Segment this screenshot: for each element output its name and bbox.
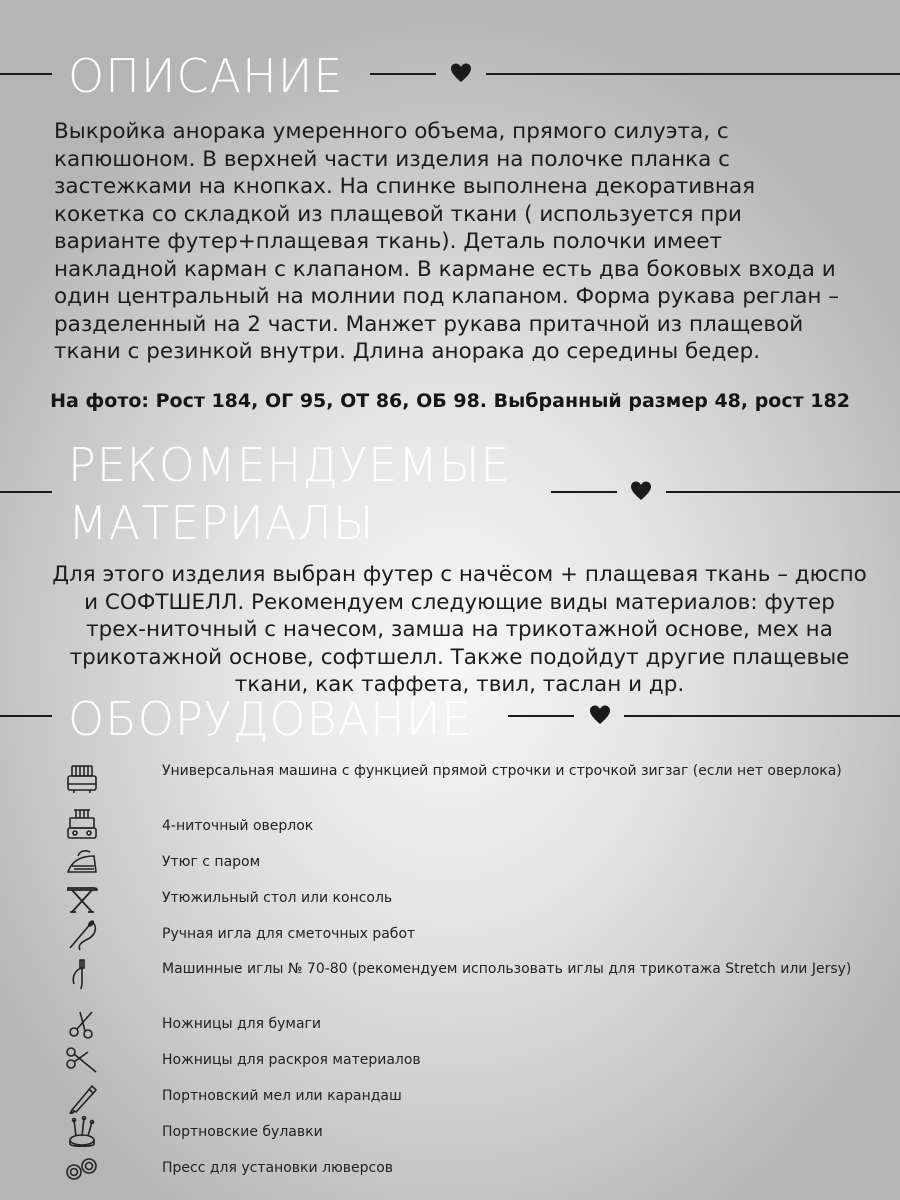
eyelet-press-icon (62, 1152, 102, 1186)
equipment-label: Портновские булавки (162, 1124, 323, 1140)
equipment-label: Портновский мел или карандаш (162, 1088, 402, 1104)
heart-icon (589, 704, 611, 726)
machine-needle-icon (62, 958, 102, 992)
heading-rule-left (0, 491, 52, 493)
heading-rule-left (0, 715, 52, 717)
heading-rule-middle (551, 491, 617, 493)
equipment-label: Утюжильный стол или консоль (162, 890, 393, 906)
description-text: Выкройка анорака умеренного объема, прямого силуэта, с капюшоном. В верхней части изделия на полочке планка с застежками на кнопках. На спинке выполнена декоративная кокетка со складкой из плащевой ткани ( используется при варианте футер+плащевая ткань). Деталь полочки имеет накладной карман с клапаном. В кармане есть два боковых входа и один центральный на молнии под клапаном. Форма рукава реглан – разделенный на 2 части. Манжет рукава притачной из плащевой ткани с резинкой внутри. Длина анорака до середины бедер. (54, 119, 840, 364)
section-title-equipment: ОБОРУДОВАНИЕ (68, 692, 472, 746)
overlock-icon (62, 808, 102, 842)
heading-rule-right (486, 73, 900, 75)
equipment-label: Утюг с паром (162, 854, 261, 870)
heart-icon (450, 62, 472, 84)
heading-rule-middle (508, 715, 574, 717)
fabric-scissors-icon (62, 1044, 102, 1078)
steam-iron-icon (62, 846, 102, 880)
photo-note: На фото: Рост 184, ОГ 95, ОТ 86, ОБ 98. Выбранный размер 48, рост 182 (50, 390, 850, 412)
equipment-label: 4-ниточный оверлок (162, 818, 314, 834)
heading-rule-middle (370, 73, 436, 75)
materials-text: Для этого изделия выбран футер с начёсом + плащевая ткань – дюспо и СОФТШЕЛЛ. Рекомендуем следующие виды материалов: футер трех-ниточный с начесом, замша на трикотажной основе, мех на трикотажной основе, софтшелл. Также подойдут другие плащевые ткани, как таффета, твил, таслан и др. (52, 562, 867, 697)
heading-rule-right (666, 491, 900, 493)
equipment-label: Пресс для установки люверсов (162, 1160, 394, 1176)
equipment-label: Ножницы для раскроя материалов (162, 1052, 421, 1068)
section-title-materials-line2: МАТЕРИАЛЫ (68, 496, 375, 550)
heading-rule-left (0, 73, 52, 75)
equipment-label: Универсальная машина с функцией прямой строчки и строчкой зигзаг (если нет оверлока) (162, 763, 842, 779)
section-title-materials-line1: РЕКОМЕНДУЕМЫЕ (68, 438, 511, 492)
ironing-board-icon (62, 882, 102, 916)
heart-icon (630, 480, 652, 502)
equipment-label: Ножницы для бумаги (162, 1016, 322, 1032)
section-title-description: ОПИСАНИЕ (68, 49, 344, 103)
equipment-label: Машинные иглы № 70-80 (рекомендуем использовать иглы для трикотажа Stretch или Jersy) (162, 961, 852, 977)
chalk-pencil-icon (62, 1080, 102, 1114)
hand-needle-icon (62, 918, 102, 952)
paper-scissors-icon (62, 1008, 102, 1042)
equipment-label: Ручная игла для сметочных работ (162, 926, 416, 942)
heading-rule-right (624, 715, 900, 717)
sewing-machine-icon (62, 762, 102, 796)
pin-cushion-icon (62, 1116, 102, 1150)
